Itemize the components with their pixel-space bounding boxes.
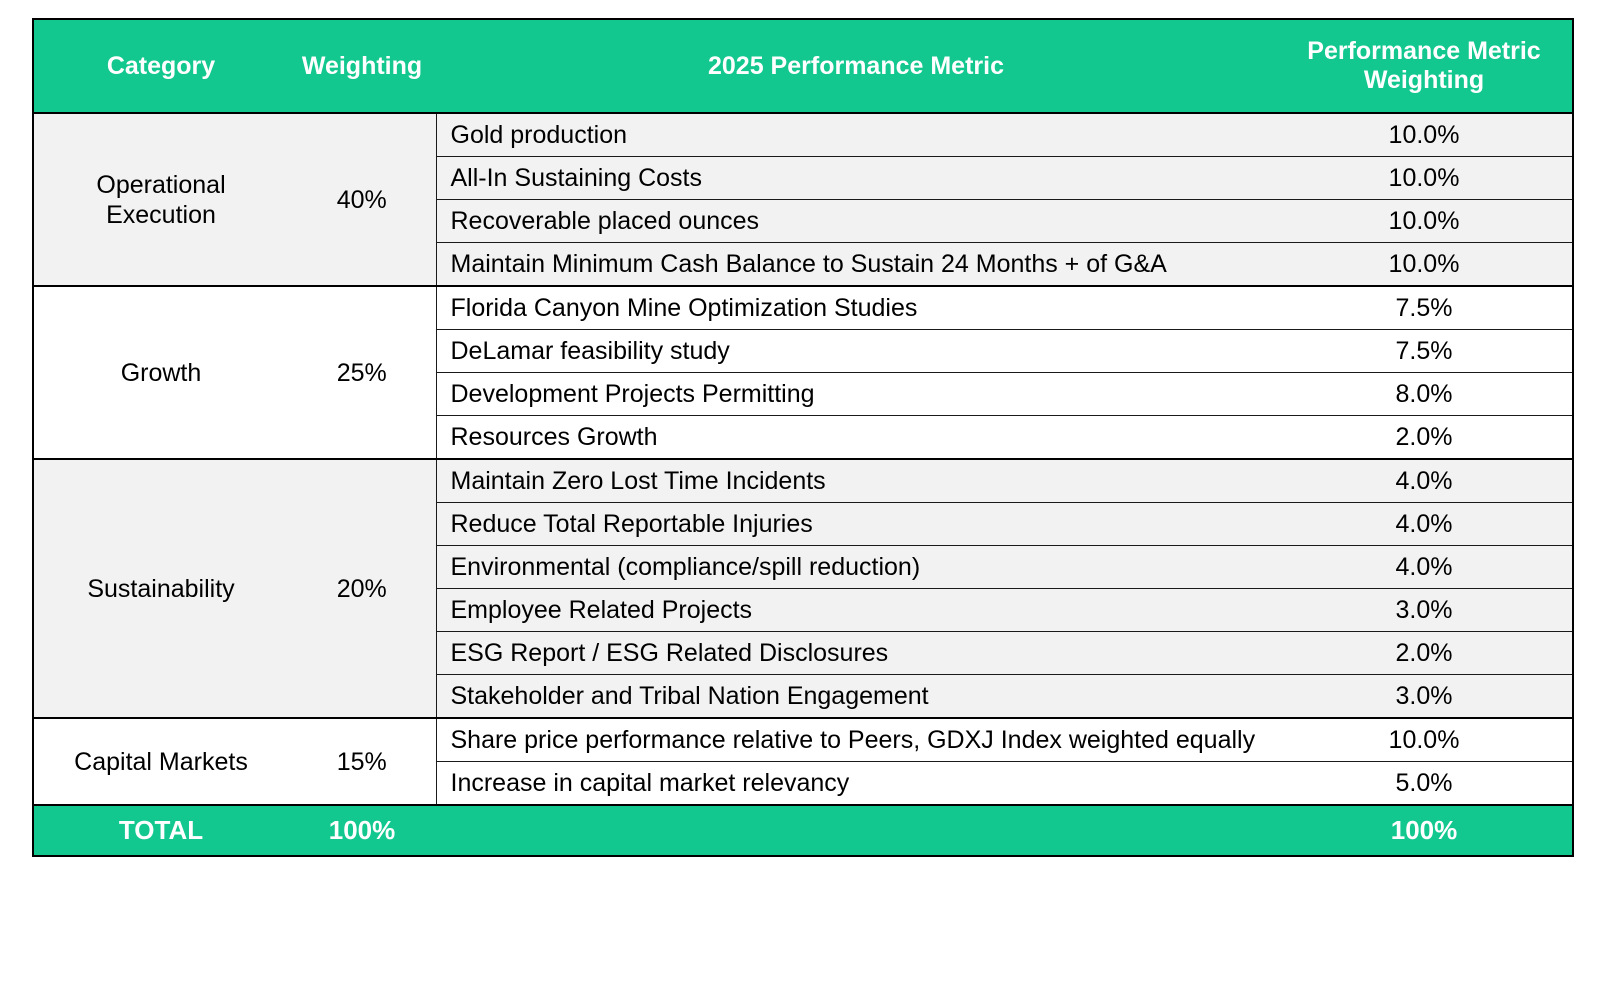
metric-label: Employee Related Projects <box>436 589 1276 632</box>
column-header-performance-metric: 2025 Performance Metric <box>436 19 1276 113</box>
metric-label: Reduce Total Reportable Injuries <box>436 503 1276 546</box>
metric-weight: 2.0% <box>1276 632 1573 675</box>
metric-weight: 4.0% <box>1276 546 1573 589</box>
metric-weight: 10.0% <box>1276 243 1573 287</box>
metric-label: Development Projects Permitting <box>436 373 1276 416</box>
category-weighting-sustainability: 20% <box>288 459 436 718</box>
table-row <box>33 718 1573 762</box>
category-cell-growth: Growth <box>33 286 288 459</box>
metric-label: Maintain Zero Lost Time Incidents <box>436 459 1276 503</box>
total-weighting: 100% <box>288 805 436 856</box>
metric-weight: 4.0% <box>1276 459 1573 503</box>
category-weighting-growth: 25% <box>288 286 436 459</box>
column-header-performance-metric-weighting: Performance Metric Weighting <box>1276 19 1573 113</box>
metric-label: Gold production <box>436 113 1276 157</box>
total-row <box>33 805 1573 856</box>
table-header-row <box>33 19 1573 113</box>
metric-weight: 3.0% <box>1276 589 1573 632</box>
metric-weight: 10.0% <box>1276 200 1573 243</box>
metric-label: Share price performance relative to Peers, GDXJ Index weighted equally <box>436 718 1276 762</box>
category-cell-capital-markets: Capital Markets <box>33 718 288 805</box>
metric-weight: 10.0% <box>1276 718 1573 762</box>
metric-label: Environmental (compliance/spill reduction) <box>436 546 1276 589</box>
metric-weight: 10.0% <box>1276 113 1573 157</box>
category-cell-sustainability: Sustainability <box>33 459 288 718</box>
table-body <box>33 113 1573 805</box>
total-metric-blank <box>436 805 1276 856</box>
metric-weight: 2.0% <box>1276 416 1573 460</box>
metric-label: Maintain Minimum Cash Balance to Sustain 24 Months + of G&A <box>436 243 1276 287</box>
table-footer <box>33 805 1573 856</box>
metric-weight: 3.0% <box>1276 675 1573 719</box>
table-row <box>33 459 1573 503</box>
metric-weight: 10.0% <box>1276 157 1573 200</box>
table-row <box>33 286 1573 330</box>
metric-label: DeLamar feasibility study <box>436 330 1276 373</box>
total-label: TOTAL <box>33 805 288 856</box>
column-header-weighting: Weighting <box>288 19 436 113</box>
metric-label: Increase in capital market relevancy <box>436 762 1276 806</box>
metric-label: Florida Canyon Mine Optimization Studies <box>436 286 1276 330</box>
table-row <box>33 113 1573 157</box>
table-header <box>33 19 1573 113</box>
metric-label: ESG Report / ESG Related Disclosures <box>436 632 1276 675</box>
metric-weight: 5.0% <box>1276 762 1573 806</box>
category-weighting-capital-markets: 15% <box>288 718 436 805</box>
metric-weight: 7.5% <box>1276 286 1573 330</box>
metric-label: Resources Growth <box>436 416 1276 460</box>
metric-weight: 8.0% <box>1276 373 1573 416</box>
metric-label: All-In Sustaining Costs <box>436 157 1276 200</box>
metric-weight: 7.5% <box>1276 330 1573 373</box>
total-metric-weighting: 100% <box>1276 805 1573 856</box>
performance-metrics-table <box>32 18 1574 857</box>
metric-label: Recoverable placed ounces <box>436 200 1276 243</box>
column-header-category: Category <box>33 19 288 113</box>
metric-label: Stakeholder and Tribal Nation Engagement <box>436 675 1276 719</box>
category-cell-operational-execution: Operational Execution <box>33 113 288 286</box>
category-weighting-operational-execution: 40% <box>288 113 436 286</box>
metric-weight: 4.0% <box>1276 503 1573 546</box>
